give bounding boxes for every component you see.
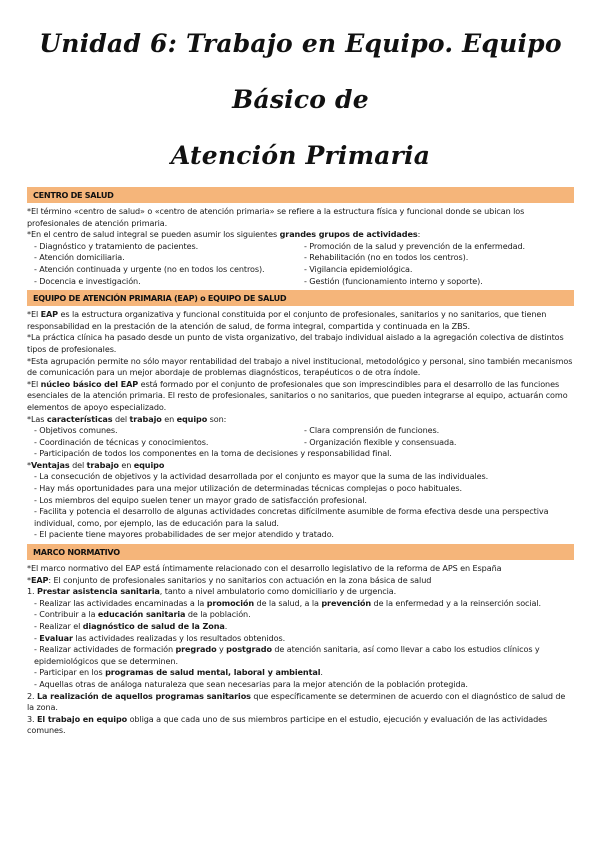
paragraph: *El término «centro de salud» o «centro de atención primaria» se refiere a la estructura física y funcional donde se ubican los profesionales de atención primaria. <box>27 206 525 228</box>
list-item: - Los miembros del equipo suelen tener un mayor grado de satisfacción profesional. <box>34 494 367 505</box>
characteristics-list <box>27 425 574 448</box>
paragraph: *En el centro de salud integral se pueden asumir los siguientes grandes grupos de actividades: <box>27 229 421 240</box>
activities-list <box>27 241 574 287</box>
advantages-list <box>27 471 574 541</box>
list-item: - El paciente tiene mayores probabilidades de ser mejor atendido y tratado. <box>34 529 334 540</box>
numbered-item: 1. Prestar asistencia sanitaria, tanto a nivel ambulatorio como domiciliario y de urgencia. <box>27 586 397 597</box>
characteristics-left <box>34 425 304 448</box>
list-item: - Vigilancia epidemiológica. <box>304 263 413 274</box>
list-item: - Atención continuada y urgente (no en todos los centros). <box>34 263 265 274</box>
characteristics-right <box>304 425 574 448</box>
activities-right <box>304 241 574 287</box>
section-heading-eap: EQUIPO DE ATENCIÓN PRIMARIA (EAP) o EQUIPO DE SALUD <box>27 290 574 306</box>
list-item: - Clara comprensión de funciones. <box>304 425 440 436</box>
list-item: - Realizar el diagnóstico de salud de la Zona. <box>34 621 228 631</box>
activities-left <box>34 241 304 287</box>
list-item: - Facilita y potencia el desarrollo de algunas actividades concretas difícilmente asumible de forma efectiva desde una perspectiva individual, como, por ejemplo, las de educación para la salud. <box>34 506 549 528</box>
paragraph: *La práctica clínica ha pasado desde un punto de vista organizativo, del trabajo individual aislado a la agregación colectiva de distintos tipos de profesionales. <box>27 332 564 354</box>
list-item: - Rehabilitación (no en todos los centros). <box>304 252 469 263</box>
paragraph: *Esta agrupación permite no sólo mayor rentabilidad del trabajo a nivel institucional, metodológico y personal, sino también mecanismos de comunicación para un mejor abordaje de problemas diagnósticos, terapéuticos o de otra índole. <box>27 355 573 378</box>
list-item: - Participar en los programas de salud mental, laboral y ambiental. <box>34 667 323 678</box>
paragraph: *Ventajas del trabajo en equipo <box>27 459 165 470</box>
list-item: - Contribuir a la educación sanitaria de la población. <box>34 609 251 620</box>
functions-list <box>27 598 574 691</box>
title-line-1: Unidad 6: Trabajo en Equipo. Equipo Básico de <box>39 29 562 114</box>
section-heading-marco-normativo: MARCO NORMATIVO <box>27 544 574 560</box>
list-item: - Aquellas otras de análoga naturaleza que sean necesarias para la mejor atención de la población protegida. <box>34 678 468 689</box>
list-item: - Gestión (funcionamiento interno y soporte). <box>304 275 483 286</box>
paragraph: *El marco normativo del EAP está íntimamente relacionado con el desarrollo legislativo de la reforma de APS en España <box>27 563 502 574</box>
numbered-item: 3. El trabajo en equipo obliga a que cada uno de sus miembros participe en el estudio, ejecución y evaluación de las actividades comunes. <box>27 713 548 736</box>
list-item: - Participación de todos los componentes en la toma de decisiones y responsabilidad final. <box>34 448 392 459</box>
list-item: - Diagnóstico y tratamiento de pacientes. <box>34 240 199 251</box>
list-item: - Hay más oportunidades para una mejor utilización de determinadas técnicas complejas o poco habituales. <box>34 483 462 494</box>
paragraph: *El núcleo básico del EAP está formado por el conjunto de profesionales que son imprescindibles para el desarrollo de las funciones esenciales de la atención primaria. El resto de profesionales, sanitarios o no sanitarios, que pueden integrarse al equipo, actuarán como elementos de apoyo especializado. <box>27 378 568 412</box>
page-title <box>27 0 574 184</box>
paragraph: *Las características del trabajo en equipo son: <box>27 413 227 424</box>
paragraph: *El EAP es la estructura organizativa y funcional constituida por el conjunto de profesionales, sanitarios y no sanitarios, que tienen responsabilidad en la prestación de la atención de salud, de forma integral, compartida y continuada en la ZBS. <box>27 309 547 331</box>
numbered-item: 2. La realización de aquellos programas sanitarios que específicamente se determinen de acuerdo con el diagnóstico de salud de la zona. <box>27 690 566 713</box>
list-item: - Evaluar las actividades realizadas y los resultados obtenidos. <box>34 632 286 643</box>
paragraph: *EAP: El conjunto de profesionales sanitarios y no sanitarios con actuación en la zona básica de salud <box>27 574 432 585</box>
list-item: - Realizar actividades de formación pregrado y postgrado de atención sanitaria, así como llevar a cabo los estudios clínicos y epidemiológicos que se determinen. <box>34 644 540 666</box>
list-item: - Docencia e investigación. <box>34 275 141 286</box>
list-item: - Realizar las actividades encaminadas a la promoción de la salud, a la prevención de la enfermedad y a la reinserción social. <box>34 597 542 608</box>
title-line-2: Atención Primaria <box>170 141 431 170</box>
list-item: - La consecución de objetivos y la actividad desarrollada por el conjunto es mayor que la suma de las individuales. <box>34 471 489 482</box>
list-item: - Atención domiciliaria. <box>34 252 125 263</box>
section-heading-centro-salud: CENTRO DE SALUD <box>27 187 574 203</box>
list-item: - Objetivos comunes. <box>34 425 118 436</box>
list-item: - Promoción de la salud y prevención de la enfermedad. <box>304 240 526 251</box>
list-item: - Coordinación de técnicas y conocimientos. <box>34 436 209 447</box>
list-item: - Organización flexible y consensuada. <box>304 436 457 447</box>
